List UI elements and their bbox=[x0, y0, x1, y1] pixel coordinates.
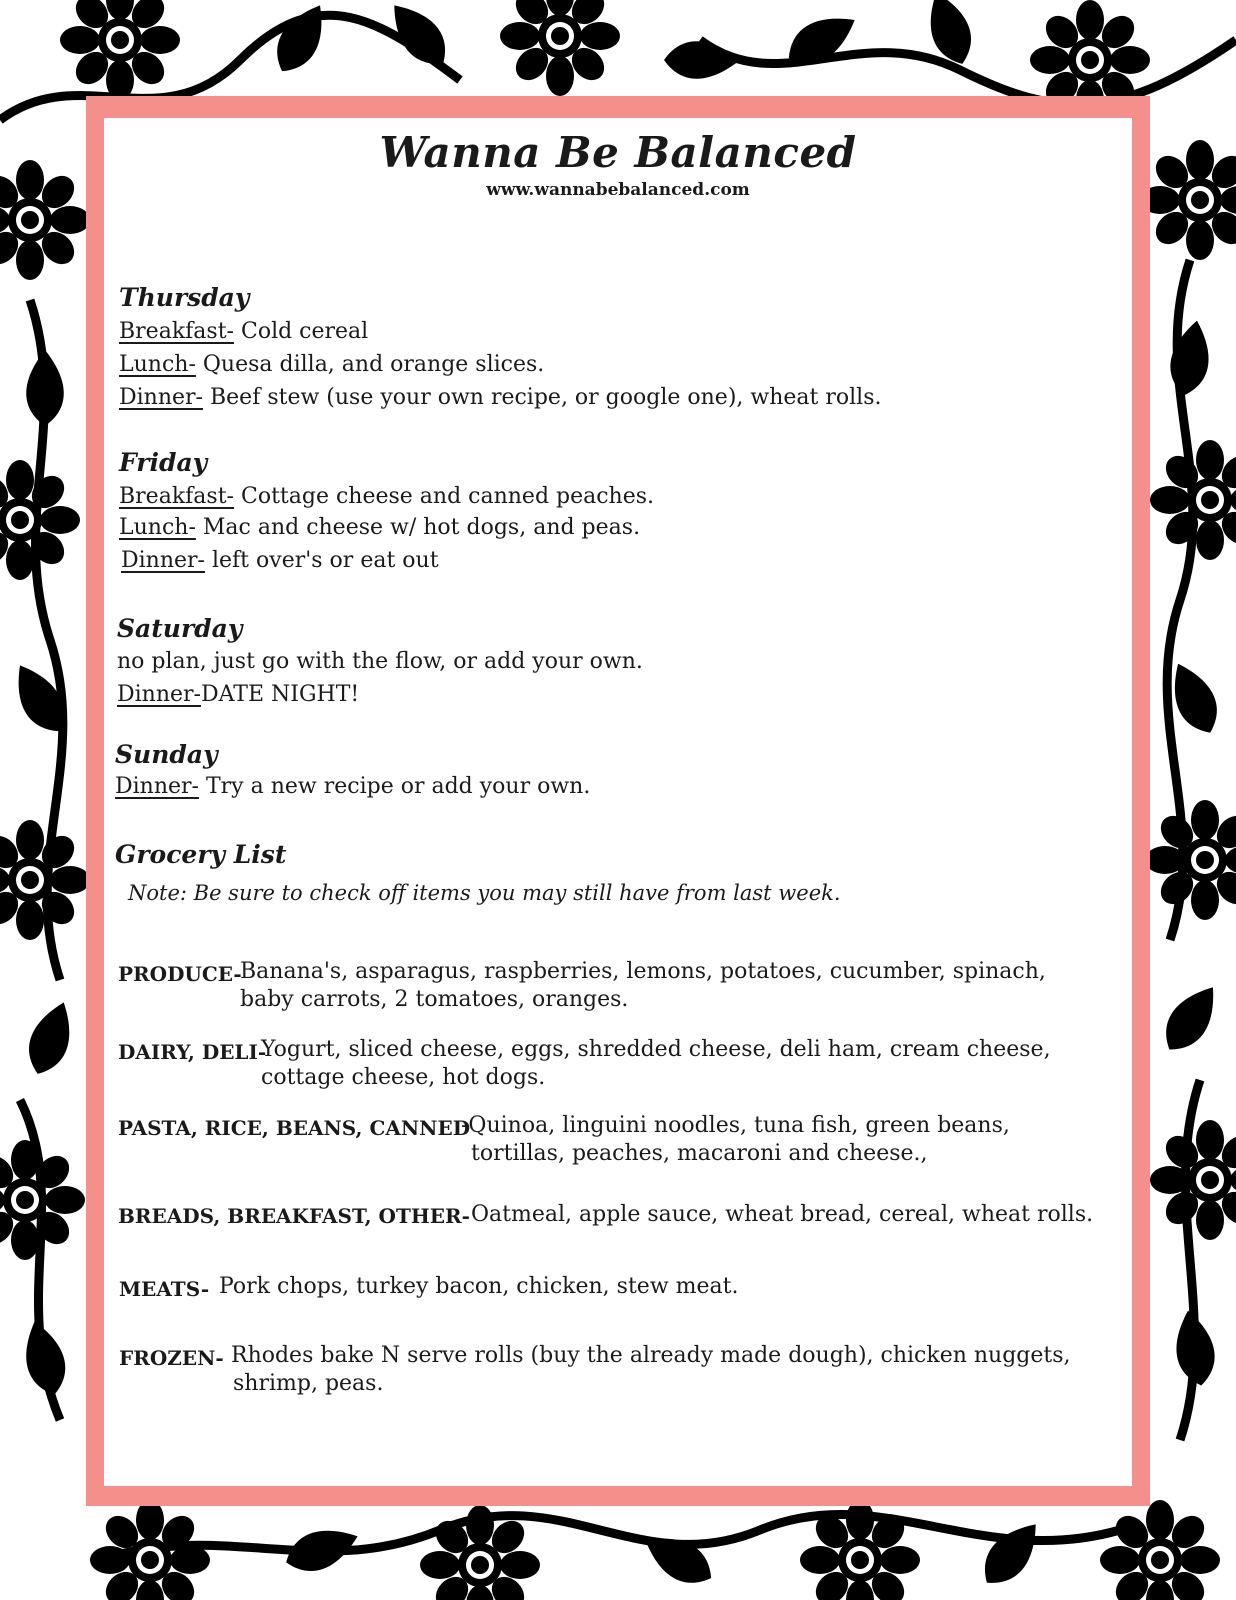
breads-items-line-1: Oatmeal, apple sauce, wheat bread, cereal, wheat rolls. bbox=[471, 1202, 1094, 1227]
meats-label: MEATS- bbox=[119, 1277, 210, 1301]
friday-breakfast bbox=[119, 484, 654, 509]
saturday-dinner bbox=[117, 682, 359, 707]
grocery-list-heading: Grocery List bbox=[115, 840, 287, 869]
dairy-label: DAIRY, DELI- bbox=[118, 1040, 267, 1064]
meal-text: left over's or eat out bbox=[211, 548, 439, 573]
friday-lunch bbox=[119, 515, 640, 540]
saturday-note: no plan, just go with the flow, or add your own. bbox=[117, 649, 643, 674]
meal-text: Cold cereal bbox=[240, 319, 369, 344]
frozen-label: FROZEN- bbox=[119, 1346, 224, 1370]
frozen-items-line-2: shrimp, peas. bbox=[233, 1371, 384, 1396]
breakfast-label: Breakfast- bbox=[119, 484, 234, 509]
day-heading-friday: Friday bbox=[119, 448, 208, 477]
sunday-dinner bbox=[115, 774, 590, 799]
produce-items-line-2: baby carrots, 2 tomatoes, oranges. bbox=[240, 987, 629, 1012]
day-heading-saturday: Saturday bbox=[117, 614, 243, 643]
thursday-lunch bbox=[119, 352, 544, 377]
page-title: Wanna Be Balanced bbox=[379, 128, 857, 177]
dairy-items-line-2: cottage cheese, hot dogs. bbox=[261, 1065, 546, 1090]
meal-text: Quesa dilla, and orange slices. bbox=[202, 352, 545, 377]
grocery-note: Note: Be sure to check off items you may still have from last week. bbox=[128, 881, 841, 905]
meal-text: Mac and cheese w/ hot dogs, and peas. bbox=[202, 515, 641, 540]
thursday-breakfast bbox=[119, 319, 368, 344]
friday-dinner bbox=[121, 548, 439, 573]
dinner-label: Dinner- bbox=[121, 548, 205, 573]
pasta-items-line-2: tortillas, peaches, macaroni and cheese., bbox=[471, 1141, 928, 1166]
pasta-label: PASTA, RICE, BEANS, CANNED bbox=[118, 1116, 471, 1140]
meal-text: Cottage cheese and canned peaches. bbox=[240, 484, 655, 509]
pasta-items-line-1: -Quinoa, linguini noodles, tuna fish, green beans, bbox=[461, 1113, 1010, 1138]
lunch-label: Lunch- bbox=[119, 352, 196, 377]
meal-text: DATE NIGHT! bbox=[200, 682, 360, 707]
day-heading-sunday: Sunday bbox=[115, 740, 218, 769]
breakfast-label: Breakfast- bbox=[119, 319, 234, 344]
lunch-label: Lunch- bbox=[119, 515, 196, 540]
produce-items-line-1: Banana's, asparagus, raspberries, lemons, potatoes, cucumber, spinach, bbox=[240, 959, 1046, 984]
dinner-label: Dinner- bbox=[119, 385, 203, 410]
produce-label: PRODUCE- bbox=[118, 962, 242, 986]
breads-label: BREADS, BREAKFAST, OTHER- bbox=[118, 1204, 470, 1228]
day-heading-thursday: Thursday bbox=[119, 283, 250, 312]
meal-text: Beef stew (use your own recipe, or google one), wheat rolls. bbox=[209, 385, 882, 410]
dinner-label: Dinner- bbox=[115, 774, 199, 799]
website-link[interactable]: www.wannabebalanced.com bbox=[486, 180, 750, 200]
meats-items-line-1: Pork chops, turkey bacon, chicken, stew meat. bbox=[219, 1274, 739, 1299]
dinner-label: Dinner- bbox=[117, 682, 201, 707]
dairy-items-line-1: Yogurt, sliced cheese, eggs, shredded cheese, deli ham, cream cheese, bbox=[261, 1037, 1051, 1062]
frozen-items-line-1: Rhodes bake N serve rolls (buy the already made dough), chicken nuggets, bbox=[231, 1343, 1071, 1368]
thursday-dinner bbox=[119, 385, 881, 410]
meal-text: Try a new recipe or add your own. bbox=[205, 774, 591, 799]
